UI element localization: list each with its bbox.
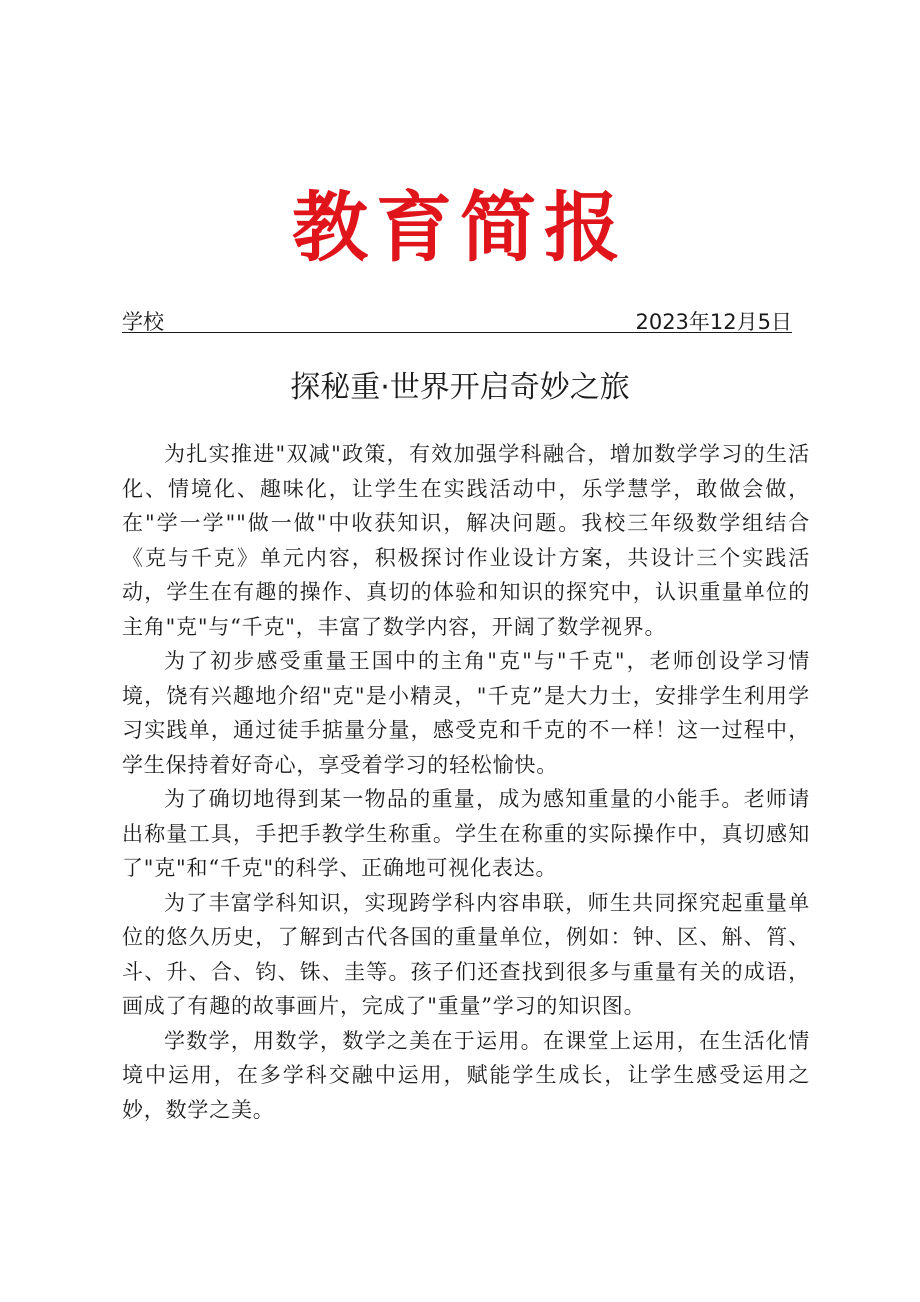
paragraph: 为了确切地得到某一物品的重量，成为感知重量的小能手。老师请出称量工具，手把手教学生称重。学生在称重的实际操作中，真切感知了"克"和“千克"的科学、正确地可视化表达。 <box>122 787 810 880</box>
paragraph: 为扎实推进"双减"政策，有效加强学科融合，增加数学学习的生活化、情境化、趣味化，让学生在实践活动中，乐学慧学，敢做会做，在"学一学""做一做"中收获知识，解决问题。我校三年级数学组结合《克与千克》单元内容，积极探讨作业设计方案，共设计三个实践活动，学生在有趣的操作、真切的体验和知识的探究中，认识重量单位的主角"克"与“千克"，丰富了数学内容，开阔了数学视界。 <box>122 442 810 639</box>
article-body <box>122 437 810 1127</box>
paragraph: 为了初步感受重量王国中的主角"克"与"千克"，老师创设学习情境，饶有兴趣地介绍"克"是小精灵，"千克”是大力士，安排学生利用学习实践单，通过徒手掂量分量，感受克和千克的不一样！这一过程中，学生保持着好奇心，享受着学习的轻松愉快。 <box>122 649 810 777</box>
issue-date: 2023年12月5日 <box>635 310 792 334</box>
school-label: 学校 <box>122 310 164 334</box>
article-title: 探秘重·世界开启奇妙之旅 <box>290 370 630 405</box>
dateline <box>122 302 792 333</box>
masthead-title: 教育简报 <box>292 183 628 272</box>
paragraph: 为了丰富学科知识，实现跨学科内容串联，师生共同探究起重量单位的悠久历史，了解到古代各国的重量单位，例如：钟、区、斛、筲、斗、升、合、钧、铢、圭等。孩子们还查找到很多与重量有关的成语，画成了有趣的故事画片，完成了"重量”学习的知识图。 <box>122 890 810 1018</box>
paragraph: 学数学，用数学，数学之美在于运用。在课堂上运用，在生活化情境中运用，在多学科交融中运用，赋能学生成长，让学生感受运用之妙，数学之美。 <box>122 1028 810 1122</box>
